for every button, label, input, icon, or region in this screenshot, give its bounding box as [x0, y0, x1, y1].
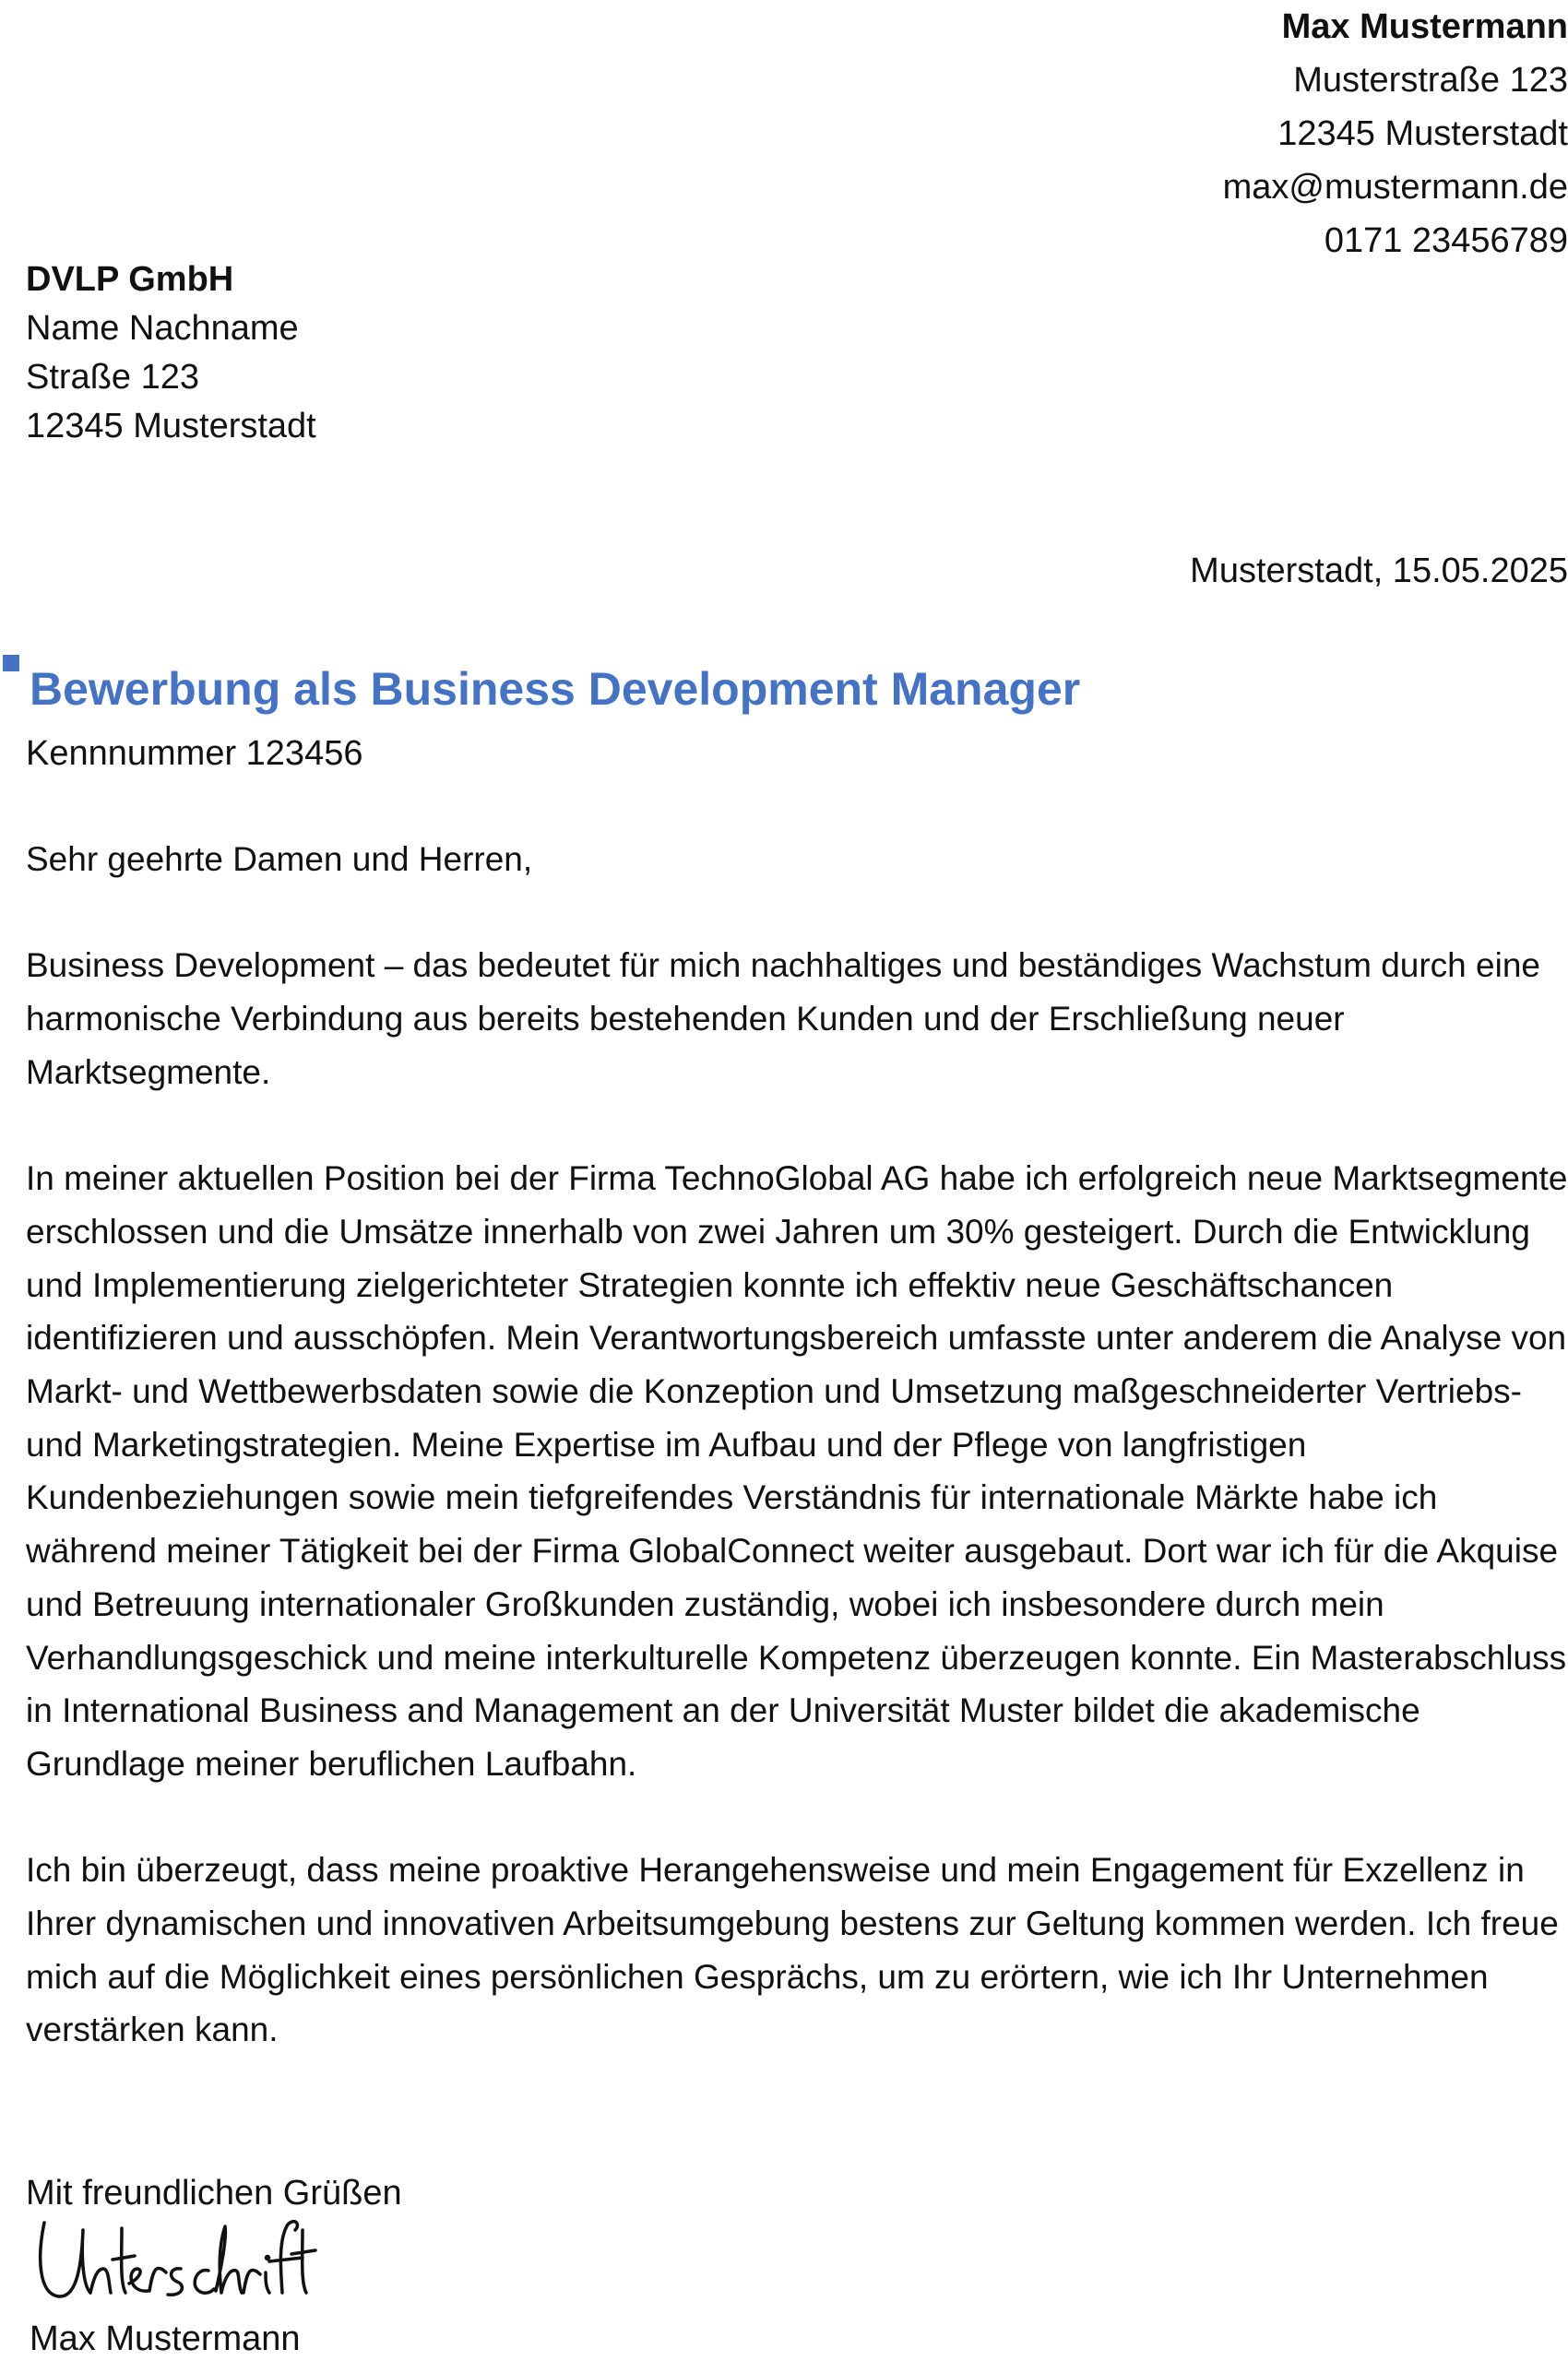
recipient-street: Straße 123 — [26, 358, 199, 397]
subject-title: Bewerbung als Business Development Manager — [30, 663, 1081, 715]
closing-greeting: Mit freundlichen Grüßen — [26, 2174, 402, 2213]
sender-city: 12345 Musterstadt — [1277, 114, 1568, 153]
recipient-address-block — [26, 255, 316, 451]
sender-phone: 0171 23456789 — [1324, 221, 1568, 260]
sender-email[interactable]: max@mustermann.de — [1222, 168, 1568, 207]
signer-name: Max Mustermann — [30, 2319, 301, 2358]
recipient-city: 12345 Musterstadt — [26, 407, 316, 445]
recipient-company: DVLP GmbH — [26, 260, 234, 299]
recipient-contact: Name Nachname — [26, 309, 299, 348]
subject-marker-icon — [3, 655, 19, 671]
sender-address-block — [830, 0, 1568, 267]
reference-number: Kennnummer 123456 — [26, 734, 363, 773]
letter-body — [26, 833, 1568, 2110]
paragraph-conclusion: Ich bin überzeugt, dass meine proaktive Herangehensweise und mein Engagement für Exzellenz in Ihrer dynamischen und innovativen Arbeitsumgebung bestens zur Geltung kommen werden. Ich freue mich auf die Möglichkeit eines persönlichen Gesprächs, um zu erörtern, wie ich Ihr Unternehmen verstärken kann. — [26, 1851, 1559, 2049]
sender-street: Musterstraße 123 — [1293, 61, 1568, 100]
sender-name: Max Mustermann — [1281, 7, 1568, 46]
salutation: Sehr geehrte Damen und Herren, — [26, 840, 533, 878]
letter-date: Musterstadt, 15.05.2025 — [1190, 552, 1568, 590]
paragraph-experience: In meiner aktuellen Position bei der Firma TechnoGlobal AG habe ich erfolgreich neue Marktsegmente erschlossen und die Umsätze innerhalb von zwei Jahren um 30% gesteigert. Durch die Entwicklung und Implementierung zielgerichteter Strategien konnte ich effektiv neue Geschäftschancen identifizieren und ausschöpfen. Mein Verantwortungsbereich umfasste unter anderem die Analyse von Markt- und Wettbewerbsdaten sowie die Konzeption und Umsetzung maßgeschneiderter Vertriebs- und Marketingstrategien. Meine Expertise im Aufbau und der Pflege von langfristigen Kundenbeziehungen sowie mein tiefgreifendes Verständnis für internationale Märkte habe ich während meiner Tätigkeit bei der Firma GlobalConnect weiter ausgebaut. Dort war ich für die Akquise und Betreuung internationaler Großkunden zuständig, wobei ich insbesondere durch mein Verhandlungsgeschick und meine interkulturelle Kompetenz überzeugen konnte. Ein Masterabschluss in International Business and Management an der Universität Muster bildet die akademische Grundlage meiner beruflichen Laufbahn. — [26, 1159, 1568, 1783]
handwritten-signature — [33, 2212, 319, 2313]
paragraph-intro: Business Development – das bedeutet für mich nachhaltiges und beständiges Wachstum durch eine harmonische Verbindung aus bereits bestehenden Kunden und der Erschließung neuer Marktsegmente. — [26, 946, 1540, 1091]
